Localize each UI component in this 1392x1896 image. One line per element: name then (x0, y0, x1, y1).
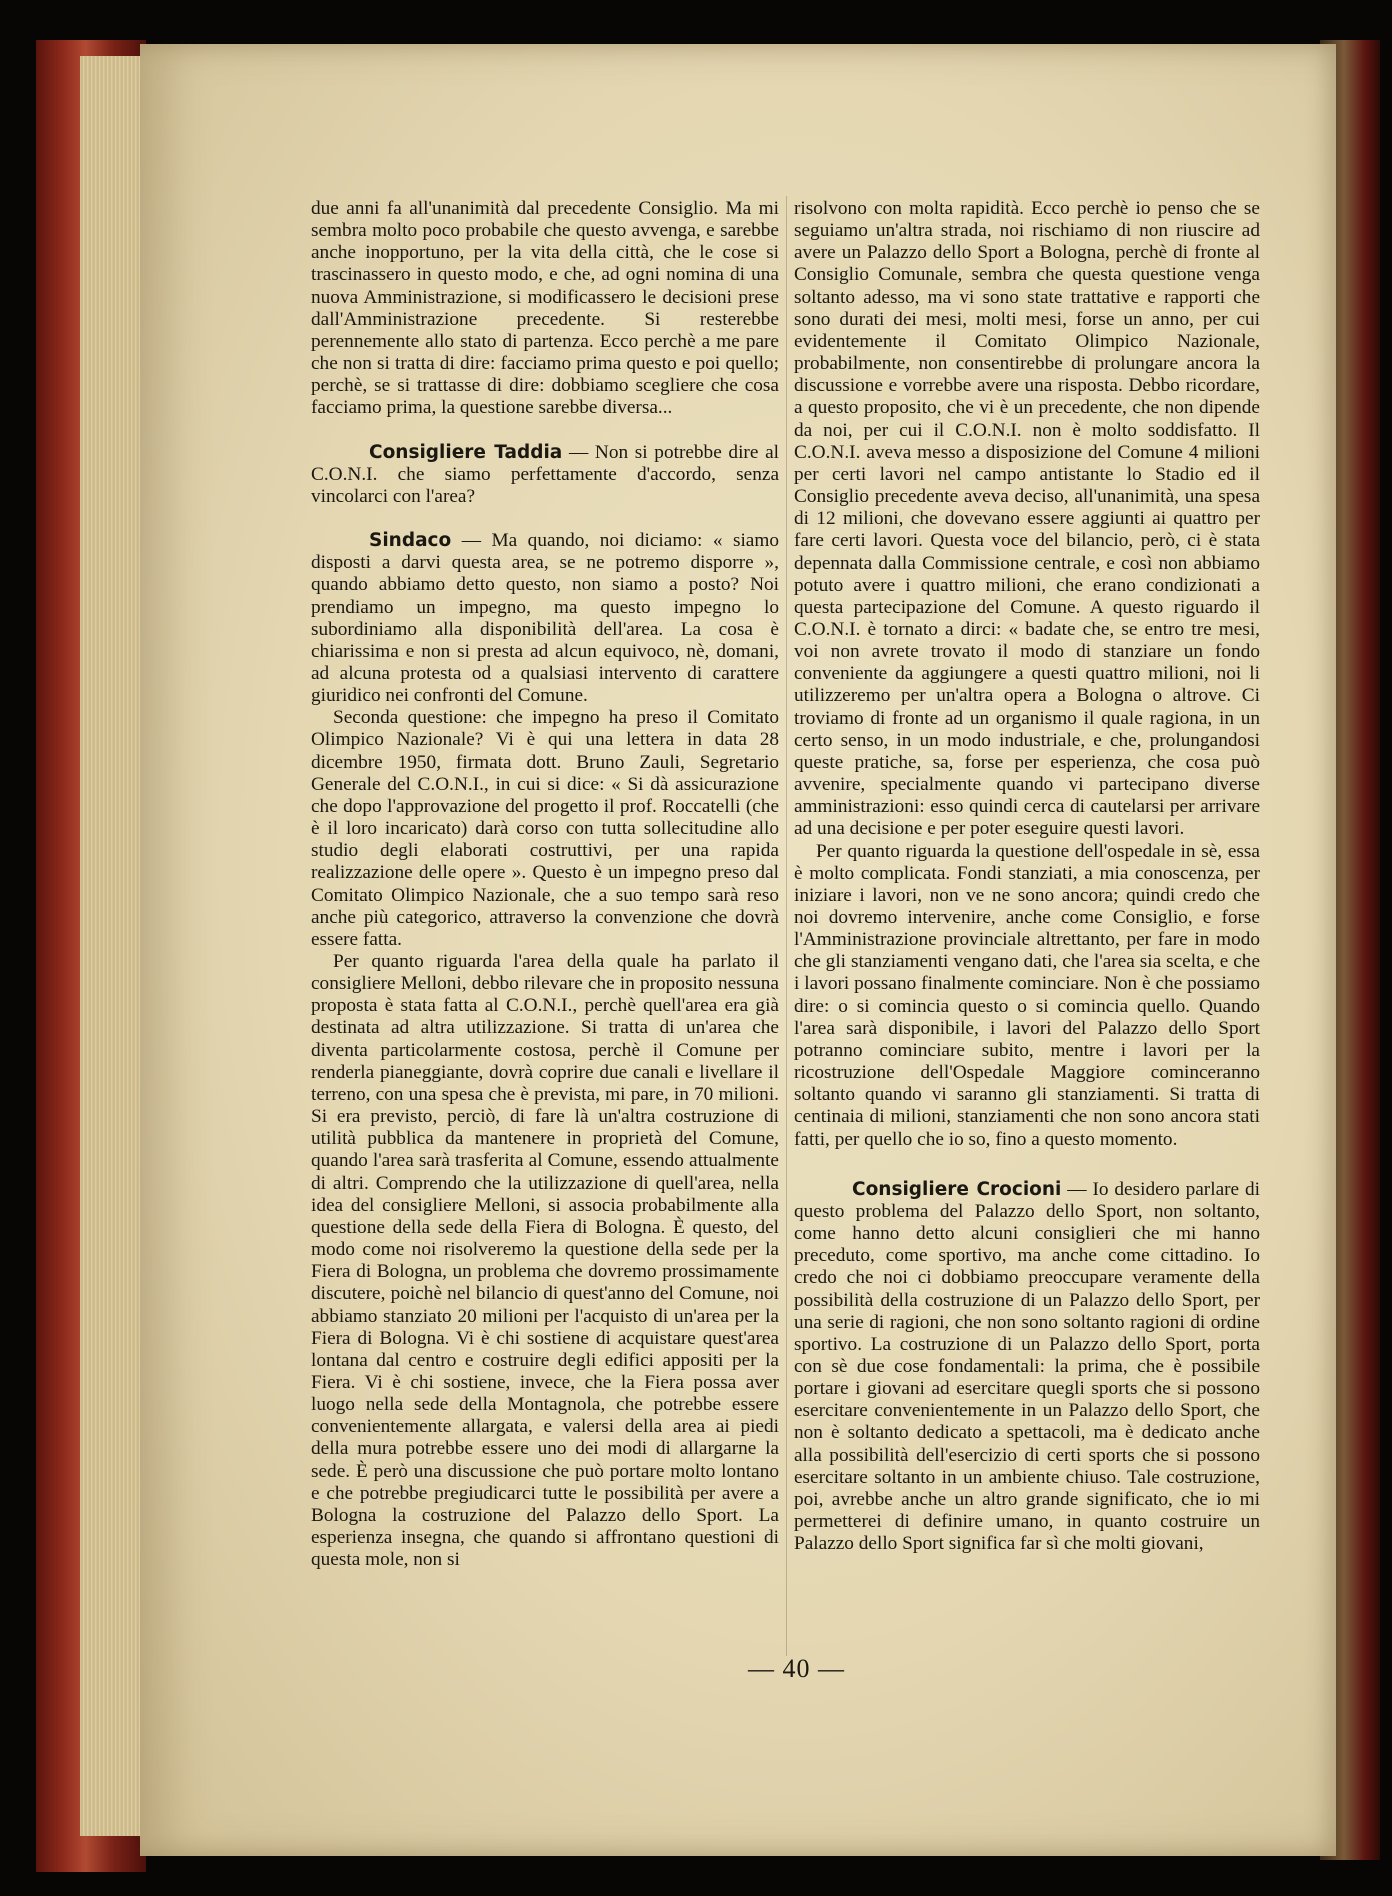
speaker-name: Consigliere Crocioni (852, 1178, 1062, 1200)
speech-text: — Io desidero parlare di questo problema del Palazzo dello Sport, non soltanto, come hanno detto alcuni consiglieri che mi hanno preceduto, come sportivo, ma anche come cittadino. Io credo che noi ci dobbiamo preoccupare veramente della possibilità della costruzione di un Palazzo dello Sport, per una serie di ragioni, che non sono soltanto ragioni di ordine sportivo. La costruzione di un Palazzo dello Sport, porta con sè due cose fondamentali: la prima, che è possibile portare i giovani ad esercitare quegli sports che si possono esercitare convenientemente in un Palazzo dello Sport, che non è soltanto dedicato a spettacoli, ma è dedicato anche alla possibilità dell'esercizio di certi sports che si possono esercitare soltanto in un ambiente chiuso. Tale costruzione, poi, avrebbe anche un altro grande significato, che io mi permetterei di definire umano, in quanto costruire un Palazzo dello Sport significa far sì che molti giovani, (794, 1178, 1260, 1555)
left-text-column (311, 198, 779, 1571)
paragraph: due anni fa all'unanimità dal precedente Consiglio. Ma mi sembra molto poco probabile che questo avvenga, e sarebbe anche inopportuno, per la vita della città, che le cose si trascinassero in questo modo, e che, ad ogni nomina di una nuova Amministrazione, si modificassero le decisioni prese dall'Amministrazione precedente. Si resterebbe perennemente allo stato di partenza. Ecco perchè a me pare che non si tratta di dire: facciamo prima questo e poi quello; perchè, se si trattasse di dire: dobbiamo scegliere che cosa facciamo prima, la questione sarebbe diversa... (311, 198, 779, 419)
speech-paragraph (311, 530, 779, 707)
speaker-name: Sindaco (369, 530, 452, 552)
page-number: — 40 — (748, 1654, 845, 1683)
paragraph: Per quanto riguarda l'area della quale ha parlato il consigliere Melloni, debbo rilevare che in proposito nessuna proposta è stata fatta al C.O.N.I., perchè quell'area era già destinata ad altra utilizzazione. Si tratta di un'area che diventa particolarmente costosa, perchè il Comune per renderla pianeggiante, dovrà coprire due canali e livellare il terreno, con una spesa che è prevista, mi pare, in 70 milioni. Si era previsto, perciò, di fare là un'altra costruzione di utilità pubblica da mantenere in proprietà del Comune, quando l'area sarà trasferita al Comune, essendo attualmente di altri. Comprendo che la utilizzazione di quell'area, nella idea del consigliere Melloni, si associa probabilmente alla questione della sede della Fiera di Bologna. È questo, del modo come noi risolveremo la questione della sede per la Fiera di Bologna, un problema che dovremo prossimamente discutere, poichè nel bilancio di quest'anno del Comune, noi abbiamo stanziato 20 milioni per l'acquisto di un'area per la Fiera di Bologna. Vi è chi sostiene di acquistare quest'area lontana dal centro e costruire degli edifici appositi per la Fiera. Vi è chi sostiene, invece, che la Fiera possa aver luogo nella sede della Montagnola, che potrebbe essere convenientemente allargata, e valersi della area ai piedi della mura potrebbe essere uno dei modi di allargarne la sede. È però una discussione che può portare molto lontano e che potrebbe pregiudicarci tutte le possibilità per avere a Bologna la costruzione del Palazzo dello Sport. La esperienza insegna, che quando si affrontano questioni di questa mole, non si (311, 951, 779, 1571)
paragraph: Per quanto riguarda la questione dell'ospedale in sè, essa è molto complicata. Fondi stanziati, a mia conoscenza, per iniziare i lavori, non ve ne sono ancora; quindi credo che noi dovremo intervenire, anche come Consiglio, e forse l'Amministrazione provinciale altrettanto, per fare in modo che gli stanziamenti vengano dati, che l'area sia scelta, e che i lavori possano finalmente cominciare. Non è che possiamo dire: o si comincia questo o si comincia quello. Quando l'area sarà disponibile, i lavori del Palazzo dello Sport potranno cominciare subito, mentre i lavori per la ricostruzione dell'Ospedale Maggiore cominceranno soltanto quando vi saranno gli stanziamenti. Si tratta di centinaia di milioni, stanziamenti che non sono ancora stati fatti, per quello che io so, fino a questo momento. (794, 840, 1260, 1150)
speech-paragraph (794, 1179, 1260, 1556)
speech-text: — Ma quando, noi diciamo: « siamo disposti a darvi questa area, se ne potremo disporre », quando abbiamo detto questo, non siamo a posto? Noi prendiamo un impegno, ma questo impegno lo subordiniamo alla disponibilità dell'area. La cosa è chiarissima e non si presta ad alcun equivoco, nè, domani, ad alcuna protesta od a qualsiasi intervento di carattere giuridico nei confronti del Comune. (311, 530, 779, 707)
speech-paragraph (311, 442, 779, 508)
column-divider (786, 196, 787, 1656)
paragraph: risolvono con molta rapidità. Ecco perchè io penso che se seguiamo un'altra strada, noi rischiamo di non riuscire ad avere un Palazzo dello Sport a Bologna, perchè di fronte al Consiglio Comunale, sembra che questa questione venga soltanto adesso, ma vi sono state trattative e rapporti che sono durati dei mesi, molti mesi, forse un anno, per cui evidentemente il Comitato Olimpico Nazionale, probabilmente, non consentirebbe di prolungare ancora la discussione e vorrebbe avere una risposta. Debbo ricordare, a questo proposito, che vi è un precedente, che non dipende da noi, per cui il C.O.N.I. non è molto soddisfatto. Il C.O.N.I. aveva messo a disposizione del Comune 4 milioni per certi lavori nel campo antistante lo Stadio ed il Consiglio precedente aveva deciso, all'unanimità, una spesa di 12 milioni, che dovevano essere aggiunti ai quattro per fare certi lavori. Questa voce del bilancio, però, ci è stata depennata dalla Commissione centrale, e così non abbiamo potuto avere i quattro milioni, che erano condizionati a questa partecipazione del Comune. A questo riguardo il C.O.N.I. è tornato a dirci: « badate che, se entro tre mesi, voi non avrete trovato il modo di stanziare un fondo conveniente da aggiungere a questi quattro milioni, noi li utilizzeremo per un'altra opera a Bologna o altrove. Ci troviamo di fronte ad un organismo il quale ragiona, in un certo senso, in un modo industriale, e che, prolungandosi queste pratiche, sa, forse per esperienza, che cosa può avvenire, specialmente quando vi partecipano diverse amministrazioni: esso quindi cerca di cautelarsi per arrivare ad una decisione e per poter eseguire questi lavori. (794, 198, 1260, 840)
speaker-name: Consigliere Taddia (369, 441, 563, 463)
paragraph: Seconda questione: che impegno ha preso il Comitato Olimpico Nazionale? Vi è qui una lettera in data 28 dicembre 1950, firmata dott. Bruno Zauli, Segretario Generale del C.O.N.I., in cui si dice: « Si dà assicurazione che dopo l'approvazione del progetto il prof. Roccatelli (che è il loro incaricato) darà corso con tutta sollecitudine allo studio degli elaborati costruttivi, per una rapida realizzazione delle opere ». Questo è un impegno preso dal Comitato Olimpico Nazionale, che a suo tempo sarà reso anche più categorico, attraverso la convenzione che dovrà essere fatta. (311, 707, 779, 950)
speech-text: — Non si potrebbe dire al C.O.N.I. che siamo perfettamente d'accordo, senza vincolarci con l'area? (311, 441, 779, 507)
right-text-column (794, 198, 1260, 1555)
